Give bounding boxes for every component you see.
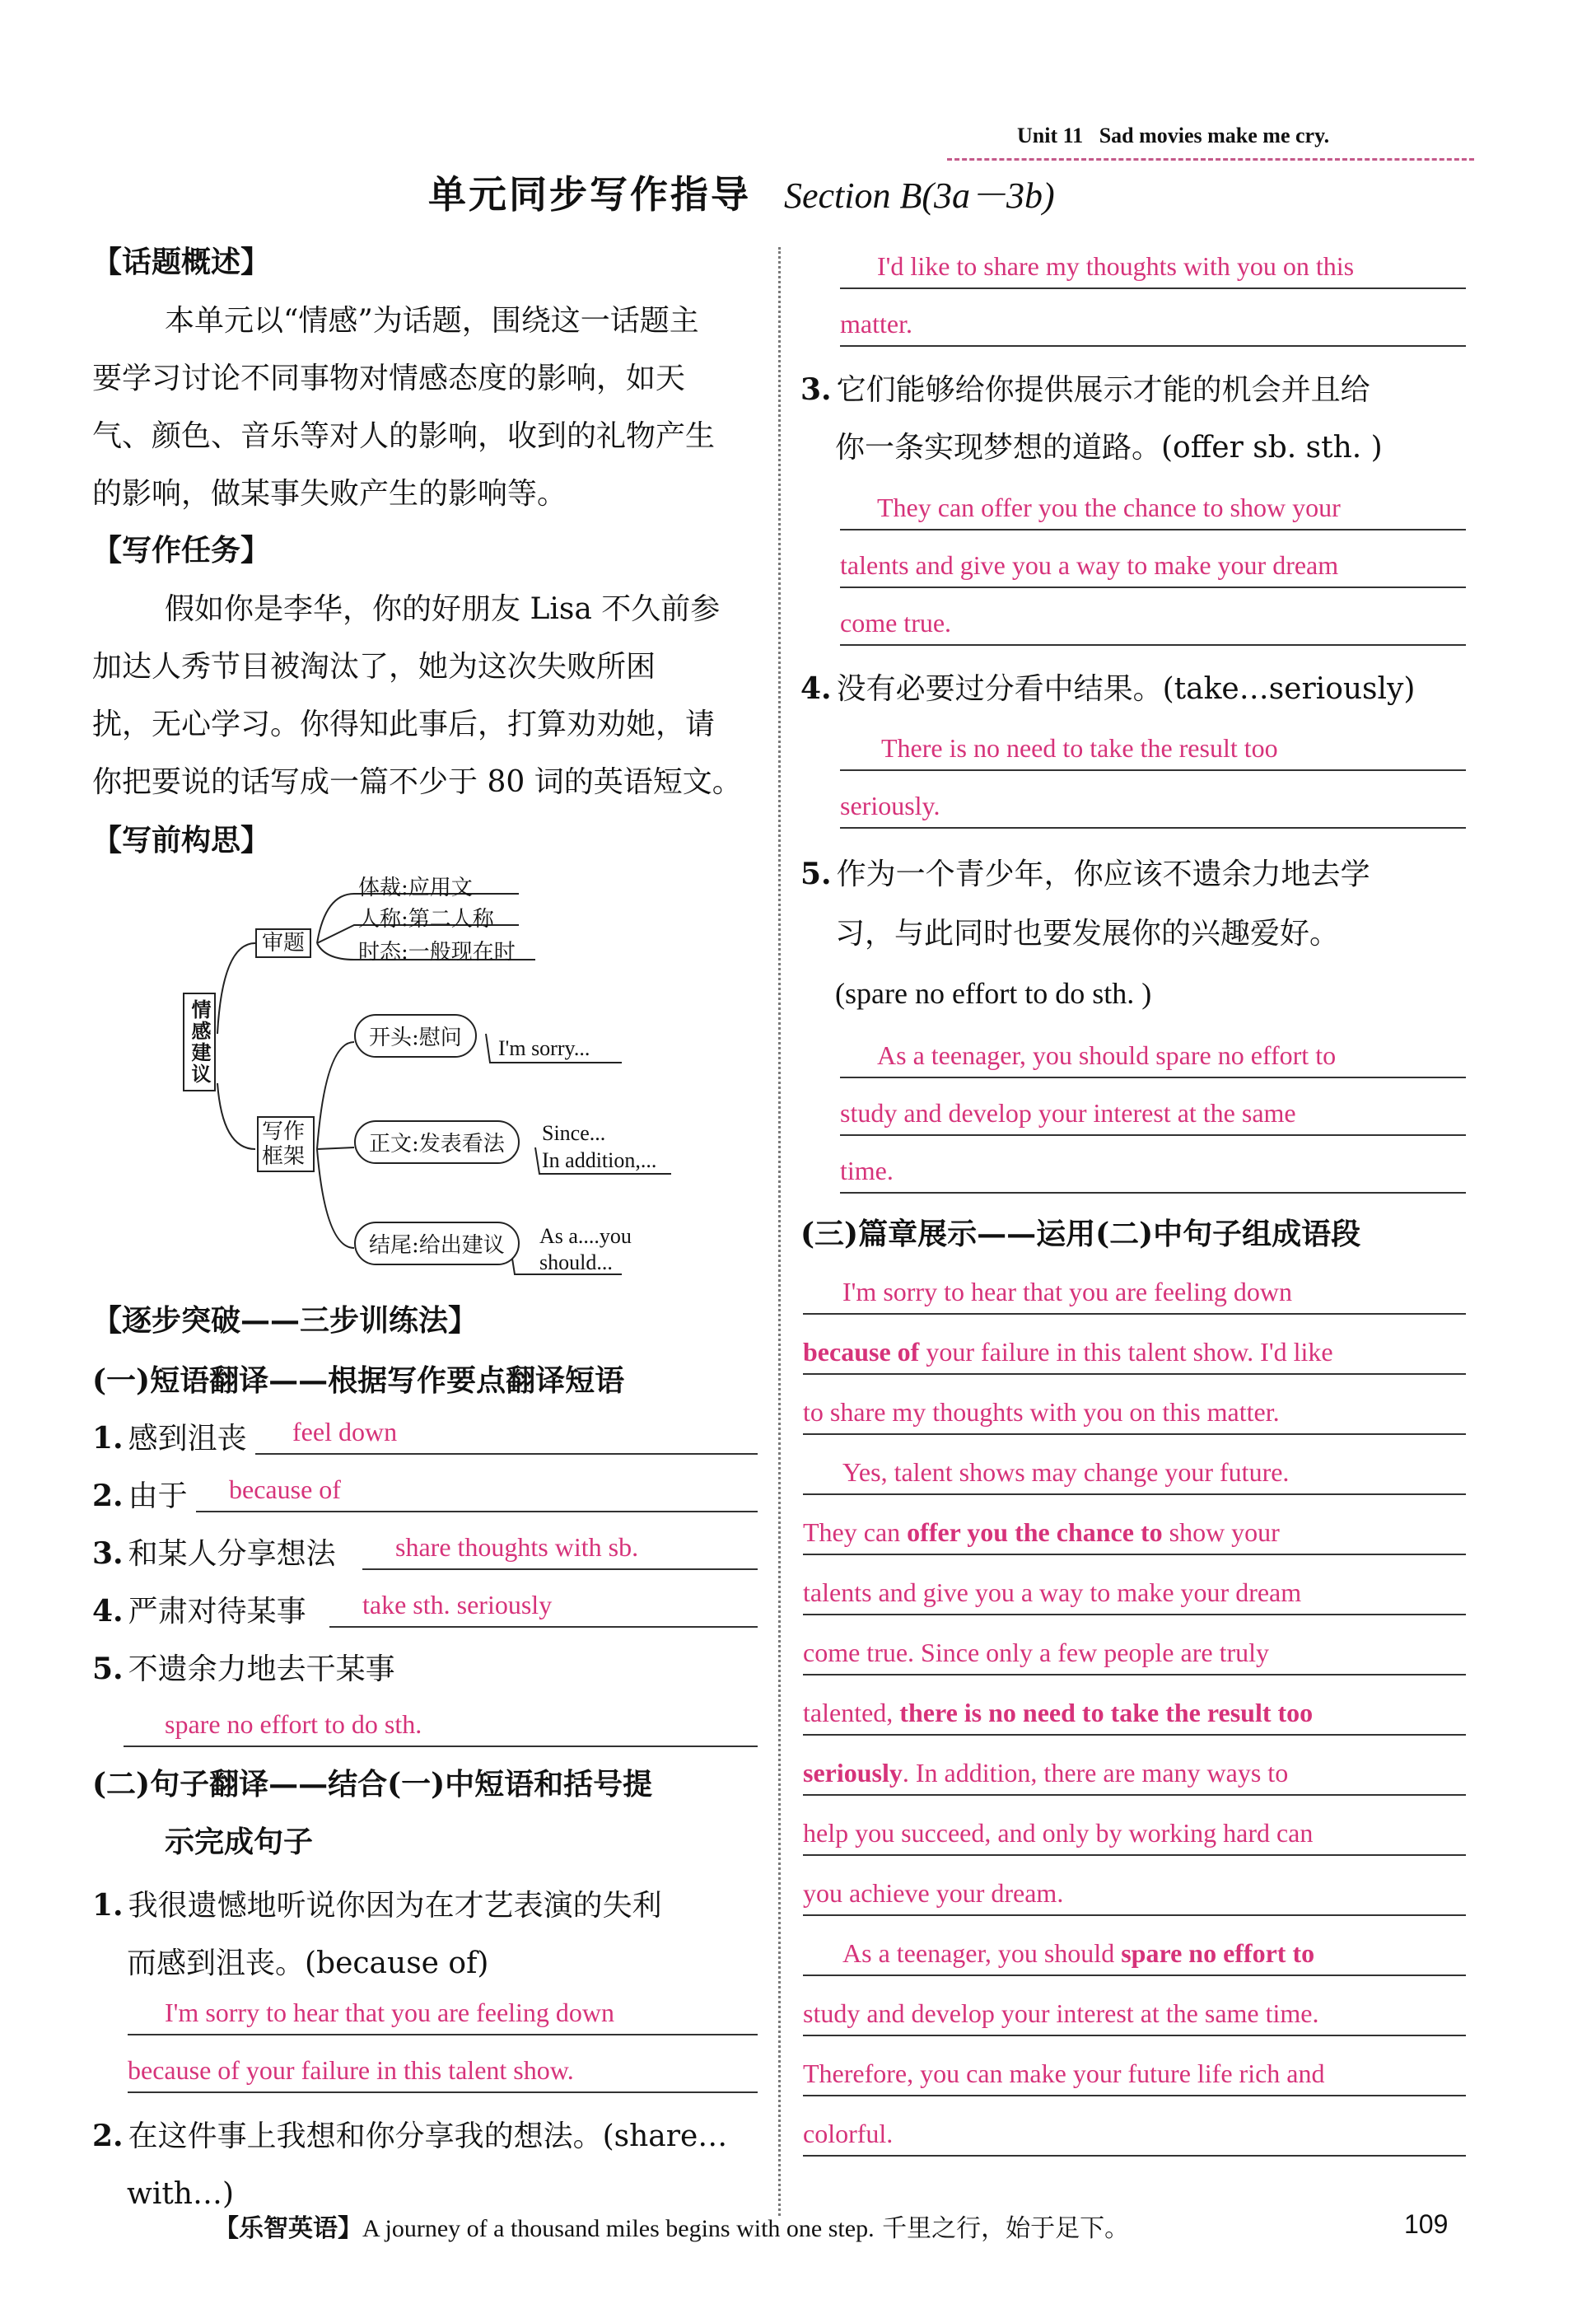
phrase-item (92, 1531, 336, 1573)
composition-line (803, 2050, 1466, 2096)
composition-segment: I'm sorry to hear that you are feeling down (842, 1277, 1293, 1306)
composition-segment: talented, (803, 1698, 900, 1727)
page-title-text: 单元同步写作指导 (428, 172, 751, 217)
mind-map-body-en-2: In addition,... (542, 1148, 657, 1172)
topic-line: 要学习讨论不同事物对情感态度的影响，如天 (92, 362, 686, 395)
item-number: 3. (92, 1536, 124, 1571)
composition-segment: because of (803, 1337, 920, 1367)
steps-heading: 【逐步突破——三步训练法】 (92, 1303, 478, 1338)
question-line: 没有必要过分看中结果。(take…seriously) (836, 672, 1416, 706)
phrase-item (92, 1646, 395, 1688)
phrase-answer: share thoughts with sb. (362, 1524, 758, 1570)
section-label: Section B(3a－3b) (784, 175, 1055, 216)
phrase-question: 感到沮丧 (128, 1422, 247, 1456)
composition-segment: to share my thoughts with you on this matter. (803, 1397, 1280, 1427)
topic-heading: 【话题概述】 (92, 245, 271, 279)
mind-map-body-en-1: Since... (542, 1121, 606, 1145)
composition-segment: Therefore, you can make your future life rich and (803, 2059, 1325, 2088)
composition-segment: your failure in this talent show. I'd like (919, 1337, 1333, 1367)
topic-paragraph (92, 292, 768, 523)
composition-segment: They can (803, 1517, 908, 1547)
item-number: 3. (800, 372, 832, 407)
composition-segment: spare no effort to (1121, 1938, 1315, 1968)
sentence-question (92, 1876, 768, 1993)
sentence-answer-line: study and develop your interest at the same (840, 1090, 1466, 1136)
composition-line (803, 1569, 1466, 1615)
item-number: 5. (92, 1652, 124, 1686)
phrase-question: 严肃对待某事 (128, 1595, 306, 1629)
composition-line (803, 1629, 1466, 1675)
composition-segment: talents and give you a way to make your dream (803, 1577, 1302, 1607)
composition-line (803, 1750, 1466, 1796)
footer (214, 2208, 1129, 2244)
task-line: 你把要说的话写成一篇不少于 80 词的英语短文。 (92, 765, 742, 799)
item-number: 2. (92, 1479, 124, 1513)
phrase-item (92, 1415, 247, 1457)
footer-brand: 【乐智英语】 (214, 2214, 362, 2243)
phrase-question: 不遗余力地去干某事 (128, 1652, 395, 1686)
composition-line (803, 1389, 1466, 1435)
question-line: with…) (127, 2177, 235, 2211)
item-number: 4. (800, 671, 832, 706)
mind-map-person: 人称:第二人称 (358, 907, 494, 932)
unit-title: Sad movies make me cry. (1099, 124, 1330, 147)
unit-header (1017, 124, 1329, 148)
composition-segment: show your (1162, 1517, 1280, 1547)
composition-segment: come true. Since only a few people are truly (803, 1638, 1269, 1667)
sentence-answer-line: talents and give you a way to make your dream (840, 542, 1466, 588)
composition-segment: . In addition, there are many ways to (902, 1758, 1289, 1788)
task-line: 假如你是李华，你的好朋友 Lisa 不久前参 (165, 592, 721, 626)
mind-map-branch-review: 审题 (255, 928, 311, 958)
sentence-answer-line: There is no need to take the result too (840, 725, 1466, 771)
question-line: 我很遗憾地听说你因为在才艺表演的失利 (128, 1889, 662, 1923)
task-line: 扰，无心学习。你得知此事后，打算劝劝她，请 (92, 708, 716, 741)
composition-line (803, 2110, 1466, 2157)
mind-map (165, 869, 741, 1281)
sentence-question (92, 2107, 768, 2223)
part2-heading: (二)句子翻译——结合(一)中短语和括号提 (92, 1767, 653, 1802)
sentence-question (800, 361, 1468, 477)
composition-line (803, 1449, 1466, 1495)
sentence-answer-line: I'm sorry to hear that you are feeling down (128, 1989, 758, 2035)
item-number: 1. (92, 1421, 124, 1456)
mind-map-opening-en: I'm sorry... (498, 1036, 590, 1060)
question-line: 习，与此同时也要发展你的兴趣爱好。 (835, 917, 1340, 951)
sentence-question (800, 844, 1468, 1023)
sentence-answer-line: matter. (840, 301, 1466, 347)
topic-line: 气、颜色、音乐等对人的影响，收到的礼物产生 (92, 419, 716, 453)
composition-segment: Yes, talent shows may change your future. (842, 1457, 1290, 1487)
question-line: (spare no effort to do sth. ) (835, 977, 1152, 1010)
question-line: 你一条实现梦想的道路。(offer sb. sth. ) (835, 431, 1383, 465)
question-line: 在这件事上我想和你分享我的想法。(share… (128, 2119, 728, 2153)
mind-map-tense: 时态:一般现在时 (358, 940, 516, 965)
item-number: 2. (92, 2119, 124, 2153)
page-title (428, 165, 1055, 219)
phrase-answer: take sth. seriously (329, 1582, 758, 1628)
sentence-answer-line: come true. (840, 600, 1466, 646)
part2-heading-cont: 示完成句子 (165, 1825, 314, 1859)
composition-line (803, 1269, 1466, 1315)
composition-segment: there is no need to take the result too (899, 1698, 1314, 1727)
unit-number: Unit 11 (1017, 124, 1084, 147)
item-number: 5. (800, 857, 832, 891)
composition-line (803, 1329, 1466, 1375)
item-number: 1. (92, 1888, 124, 1923)
composition-line (803, 1689, 1466, 1736)
question-line: 而感到沮丧。(because of) (127, 1946, 489, 1980)
column-divider (778, 247, 781, 2216)
sentence-answer-line: As a teenager, you should spare no effort to (840, 1032, 1466, 1078)
composition-segment: colorful. (803, 2119, 894, 2148)
footer-motto-en: A journey of a thousand miles begins with one step. (362, 2215, 875, 2242)
topic-line: 的影响，做某事失败产生的影响等。 (92, 477, 567, 511)
composition-line (803, 1509, 1466, 1555)
mind-map-ending-en-2: should... (539, 1250, 613, 1274)
mind-map-ending-en-1: As a....you (539, 1224, 632, 1248)
composition-segment: As a teenager, you should (842, 1938, 1122, 1968)
composition-segment: help you succeed, and only by working hard can (803, 1818, 1314, 1848)
header-rule (947, 158, 1474, 161)
sentence-answer-line: because of your failure in this talent show. (128, 2047, 758, 2093)
composition-segment: seriously (803, 1758, 903, 1788)
mind-map-opening: 开头:慰问 (354, 1014, 477, 1058)
composition-line (803, 1810, 1466, 1856)
part1-heading: (一)短语翻译——根据写作要点翻译短语 (92, 1363, 625, 1398)
mind-map-root: 情感建议 (183, 993, 216, 1091)
mind-map-ending: 结尾:给出建议 (354, 1222, 520, 1265)
task-paragraph (92, 581, 768, 811)
phrase-question: 由于 (128, 1479, 188, 1513)
plan-heading: 【写前构思】 (92, 823, 271, 858)
page-number: 109 (1404, 2209, 1449, 2239)
sentence-question (800, 666, 1415, 708)
task-line: 加达人秀节目被淘汰了，她为这次失败所困 (92, 650, 656, 684)
phrase-question: 和某人分享想法 (128, 1537, 336, 1571)
composition-segment: offer you the chance to (907, 1517, 1163, 1547)
item-number: 4. (92, 1594, 124, 1629)
task-heading: 【写作任务】 (92, 533, 271, 568)
composition-line (803, 1870, 1466, 1916)
phrase-answer: spare no effort to do sth. (124, 1701, 758, 1747)
sentence-answer-line: I'd like to share my thoughts with you on this (840, 243, 1466, 289)
question-line: 作为一个青少年，你应该不遗余力地去学 (836, 858, 1370, 891)
question-line: 它们能够给你提供展示才能的机会并且给 (836, 373, 1370, 407)
phrase-item (92, 1473, 188, 1515)
part3-heading: (三)篇章展示——运用(二)中句子组成语段 (800, 1217, 1361, 1251)
sentence-answer-line: They can offer you the chance to show your (840, 484, 1466, 530)
phrase-item (92, 1588, 306, 1630)
sentence-answer-line: seriously. (840, 783, 1466, 829)
composition-line (803, 1930, 1466, 1976)
footer-motto-cn: 千里之行，始于足下。 (874, 2214, 1130, 2243)
composition-line (803, 1990, 1466, 2036)
mind-map-body: 正文:发表看法 (354, 1120, 520, 1164)
mind-map-genre: 体裁:应用文 (358, 876, 473, 900)
mind-map-branch-framework: 写作框架 (257, 1116, 315, 1172)
phrase-answer: because of (196, 1466, 758, 1512)
topic-line: 本单元以“情感”为话题，围绕这一话题主 (165, 304, 699, 338)
sentence-answer-line: time. (840, 1147, 1466, 1194)
composition-segment: study and develop your interest at the same time. (803, 1998, 1319, 2028)
composition-segment: you achieve your dream. (803, 1878, 1064, 1908)
phrase-answer: feel down (255, 1409, 758, 1455)
